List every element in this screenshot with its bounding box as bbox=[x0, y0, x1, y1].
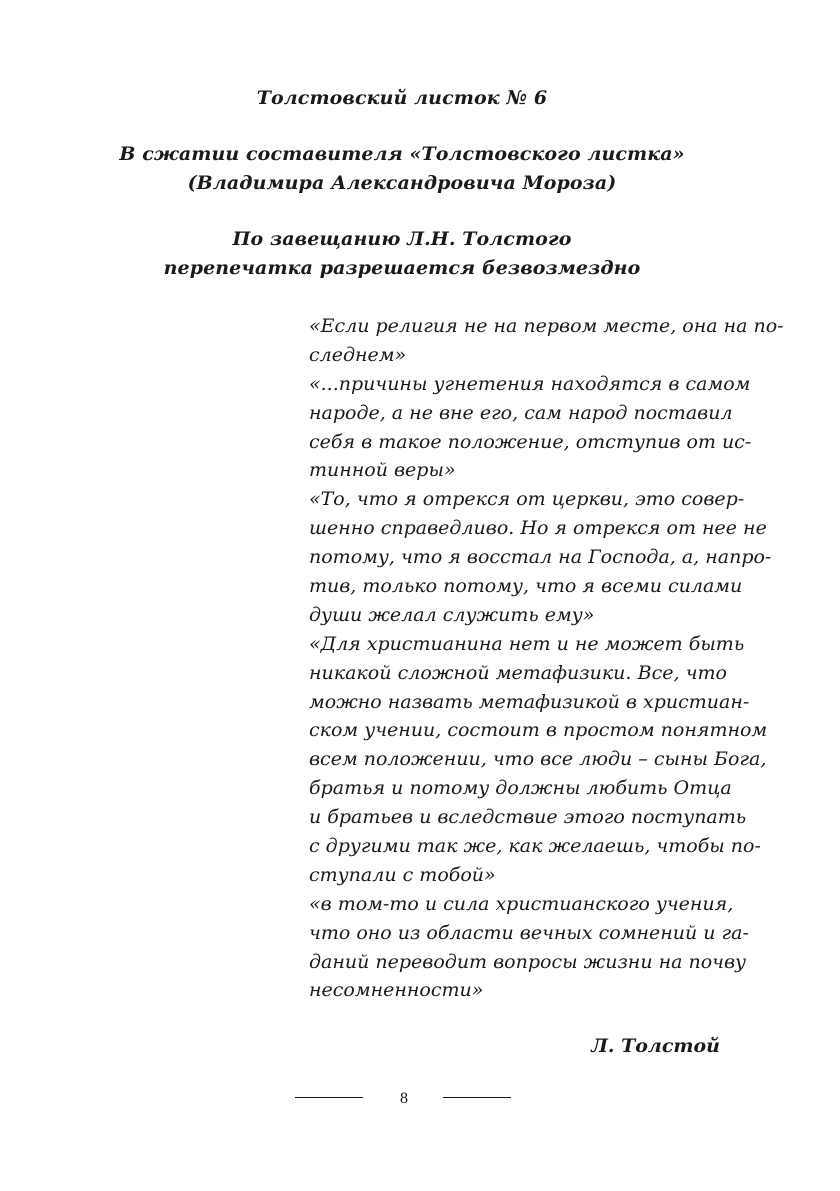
quote-line: «Для христианина нет и не может быть bbox=[309, 632, 745, 655]
quote bbox=[309, 312, 784, 370]
footer-rule-left bbox=[295, 1097, 363, 1098]
quote-line: ступали с тобой» bbox=[309, 863, 496, 886]
quote-line: «...причины угнетения находятся в самом bbox=[309, 372, 751, 395]
quote-line: тинной веры» bbox=[309, 459, 456, 482]
compiler-credit bbox=[0, 140, 822, 198]
quote-line: с другими так же, как желаешь, чтобы по- bbox=[309, 835, 761, 858]
compiler-line-1: В сжатии составителя «Толстовского листка» bbox=[119, 143, 685, 165]
permission-line-1: По завещанию Л.Н. Толстого bbox=[232, 228, 572, 250]
quote bbox=[309, 485, 772, 629]
title-text: Толстовский листок № 6 bbox=[256, 87, 548, 109]
footer-rule-right bbox=[443, 1097, 511, 1098]
quote-line: всем положении, что все люди – сыны Бога, bbox=[309, 748, 767, 771]
page-number: 8 bbox=[400, 1090, 408, 1107]
quote-line: шенно справедливо. Но я отрекся от нее не bbox=[309, 517, 767, 540]
page-title bbox=[0, 84, 822, 113]
quote bbox=[309, 890, 749, 1006]
quote-line: несомненности» bbox=[309, 979, 484, 1002]
quote-line: народе, а не вне его, сам народ поставил bbox=[309, 401, 733, 424]
quote-line: следнем» bbox=[309, 343, 407, 366]
quote bbox=[309, 370, 752, 486]
quote-line: «в том-то и сила христианского учения, bbox=[309, 892, 734, 915]
quote-line: себя в такое положение, отступив от ис- bbox=[309, 430, 752, 453]
quote bbox=[309, 630, 768, 890]
compiler-line-2: (Владимира Александровича Мороза) bbox=[187, 172, 617, 194]
quote-line: «Если религия не на первом месте, она на по- bbox=[309, 315, 784, 337]
quote-line: братья и потому должны любить Отца bbox=[309, 777, 732, 800]
quotes-block bbox=[309, 312, 784, 1005]
quote-line: даний переводит вопросы жизни на почву bbox=[309, 950, 747, 973]
quote-line: можно назвать метафизикой в христиан- bbox=[309, 690, 750, 713]
quote-line: и братьев и вследствие этого поступать bbox=[309, 806, 747, 829]
quote-line: что оно из области вечных сомнений и га- bbox=[309, 921, 749, 944]
permission-line-2: перепечатка разрешается безвозмездно bbox=[163, 257, 641, 279]
quote-line: потому, что я восстал на Господа, а, напро- bbox=[309, 546, 772, 569]
signature: Л. Толстой bbox=[591, 1035, 720, 1057]
quote-line: ском учении, состоит в простом понятном bbox=[309, 719, 768, 742]
quote-line: никакой сложной метафизики. Все, что bbox=[309, 661, 727, 684]
quote-line: души желал служить ему» bbox=[309, 603, 595, 626]
reprint-permission bbox=[0, 225, 822, 283]
quote-line: тив, только потому, что я всеми силами bbox=[309, 575, 743, 598]
quote-line: «То, что я отрекся от церкви, это совер- bbox=[309, 488, 745, 511]
